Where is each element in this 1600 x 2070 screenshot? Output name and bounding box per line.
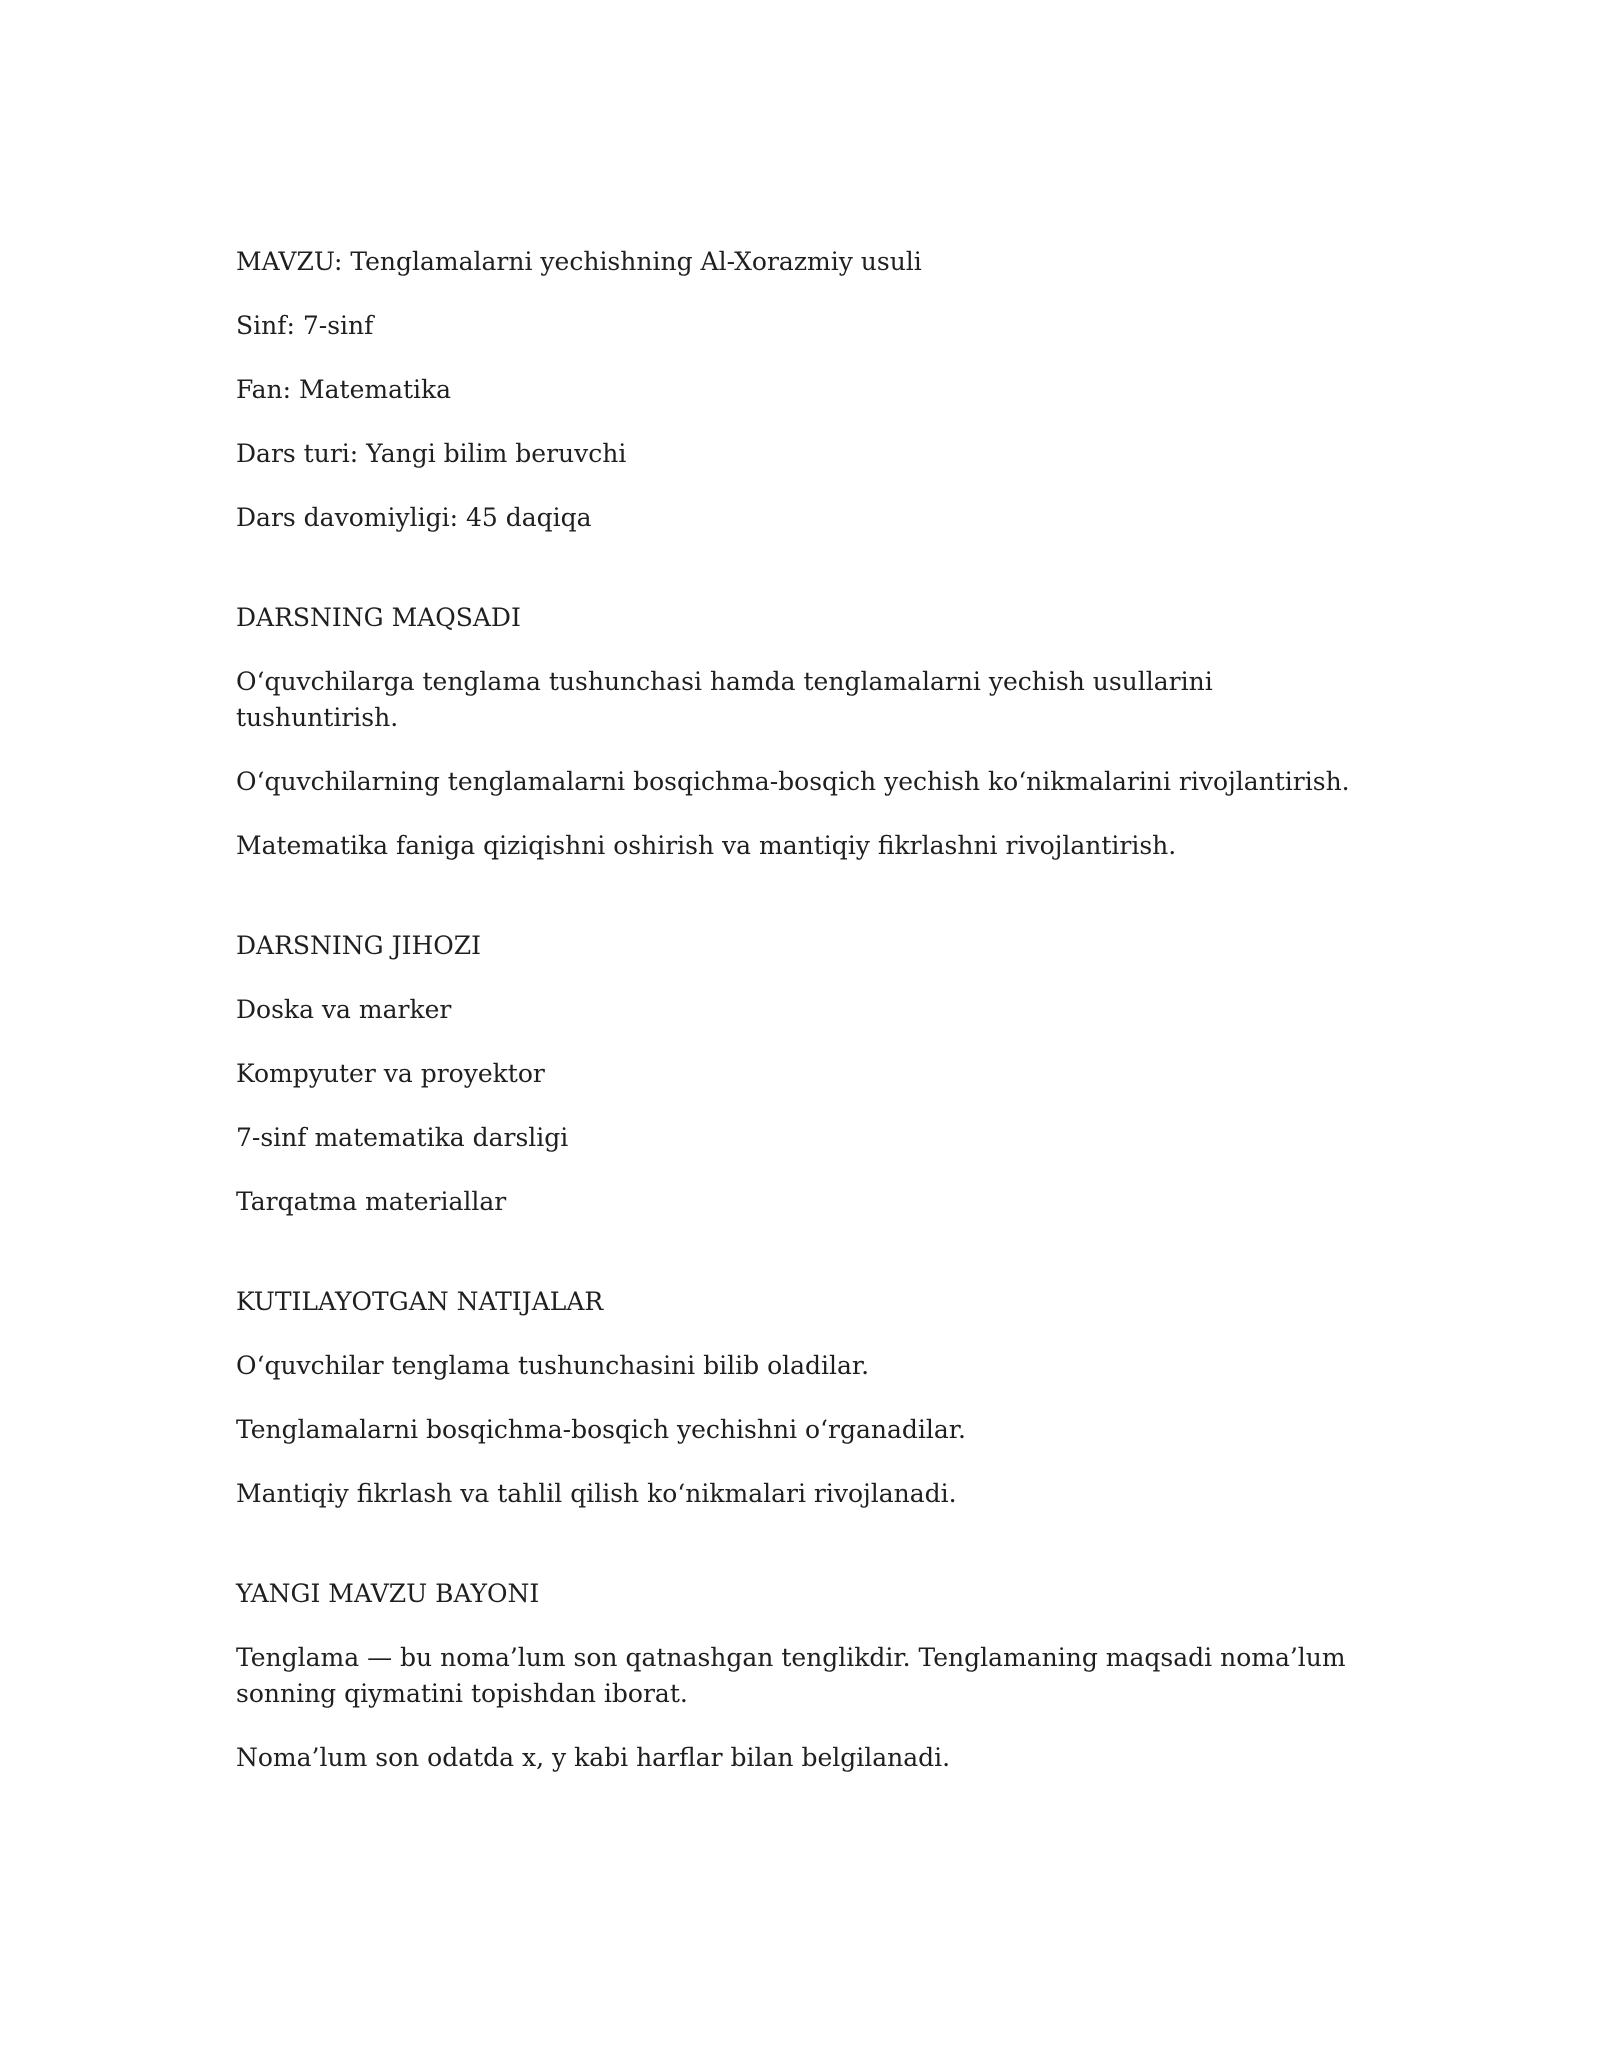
paragraph: Noma’lum son odatda x, y kabi harflar bilan belgilanadi.: [236, 1743, 951, 1772]
topic-line: MAVZU: Tenglamalarni yechishning Al-Xorazmiy usuli: [236, 247, 922, 276]
paragraph: O‘quvchilarga tenglama tushunchasi hamda tenglamalarni yechish usullarini tushuntirish.: [236, 667, 1213, 732]
lesson-type-line: Dars turi: Yangi bilim beruvchi: [236, 439, 627, 468]
paragraph: Doska va marker: [236, 995, 452, 1024]
paragraph: O‘quvchilarning tenglamalarni bosqichma-bosqich yechish ko‘nikmalarini rivojlantirish.: [236, 767, 1350, 796]
subject-line: Fan: Matematika: [236, 375, 452, 404]
section-heading-maqsad: DARSNING MAQSADI: [236, 603, 521, 632]
section-heading-jihoz: DARSNING JIHOZI: [236, 931, 482, 960]
paragraph: 7-sinf matematika darsligi: [236, 1123, 569, 1152]
section-heading-bayon: YANGI MAVZU BAYONI: [236, 1579, 540, 1608]
paragraph: Matematika faniga qiziqishni oshirish va mantiqiy fikrlashni rivojlantirish.: [236, 831, 1177, 860]
section-heading-natijalar: KUTILAYOTGAN NATIJALAR: [236, 1287, 604, 1316]
paragraph: O‘quvchilar tenglama tushunchasini bilib oladilar.: [236, 1351, 870, 1380]
paragraph: Tenglamalarni bosqichma-bosqich yechishni o‘rganadilar.: [236, 1415, 966, 1444]
paragraph: Tarqatma materiallar: [236, 1187, 507, 1216]
lesson-duration-line: Dars davomiyligi: 45 daqiqa: [236, 503, 592, 532]
paragraph: Kompyuter va proyektor: [236, 1059, 545, 1088]
paragraph: Mantiqiy fikrlash va tahlil qilish ko‘nikmalari rivojlanadi.: [236, 1479, 957, 1508]
grade-line: Sinf: 7-sinf: [236, 311, 374, 340]
document-content: [236, 244, 1356, 1804]
paragraph: Tenglama — bu noma’lum son qatnashgan tenglikdir. Tenglamaning maqsadi noma’lum sonning qiymatini topishdan iborat.: [236, 1643, 1346, 1708]
